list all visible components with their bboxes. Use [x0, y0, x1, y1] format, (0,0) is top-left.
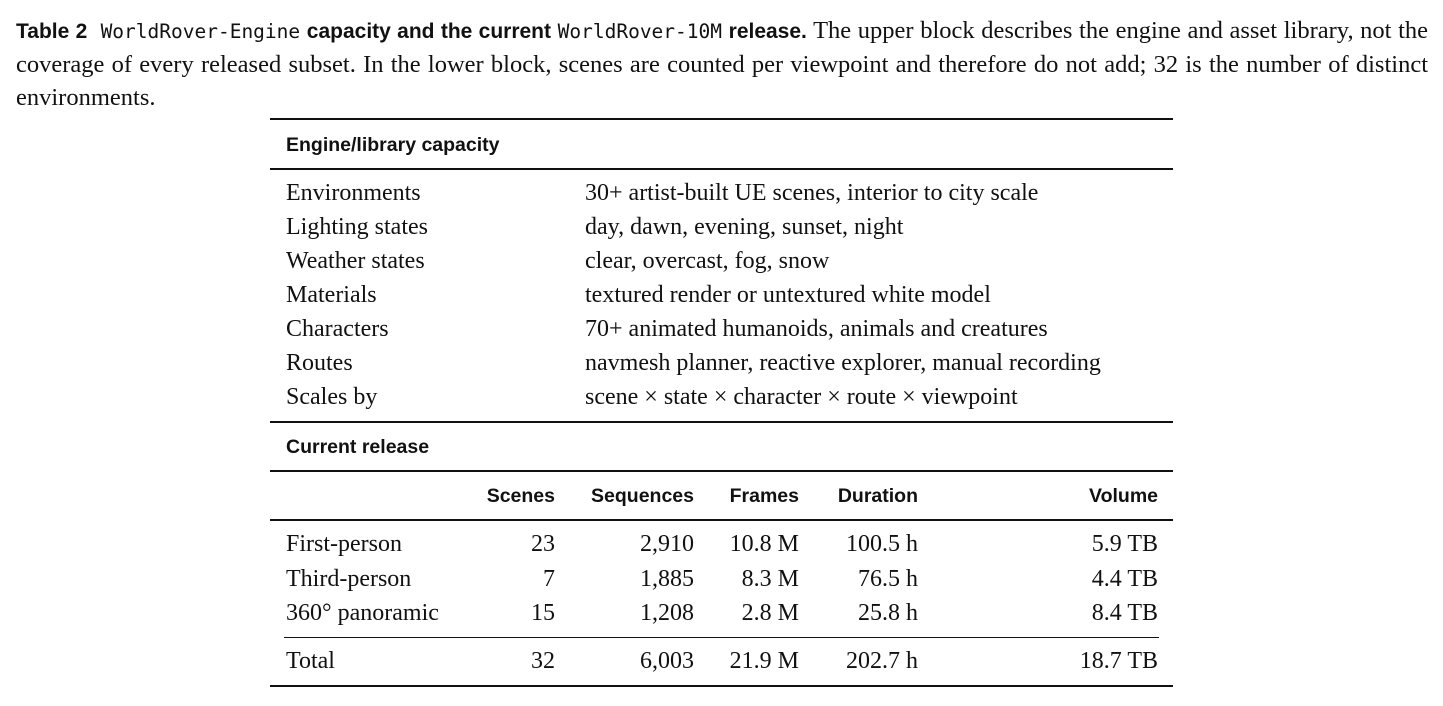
header-sequences: Sequences — [591, 485, 694, 507]
release-header-rule — [270, 519, 1173, 521]
total-scenes: 32 — [531, 648, 555, 674]
header-duration: Duration — [837, 485, 918, 507]
release-title-rule — [270, 470, 1173, 472]
header-scenes: Scenes — [486, 485, 555, 507]
total-volume: 18.7 TB — [1079, 648, 1158, 674]
cell-frames: 8.3 M — [741, 566, 799, 592]
cell-sequences: 1,208 — [640, 600, 694, 626]
capacity-row-label: Lighting states — [286, 214, 428, 240]
caption-body: The upper block describes the engine and asset library, not the coverage of every released subset. In the lower block, scenes are counted per viewpoint and therefore do not add; 32 is the number of distinct environments. — [16, 17, 1429, 111]
cell-scenes: 23 — [531, 531, 555, 557]
cell-scenes: 7 — [543, 566, 555, 592]
capacity-row-value: navmesh planner, reactive explorer, manual recording — [585, 350, 1101, 376]
capacity-row — [270, 214, 1173, 248]
header-frames: Frames — [729, 485, 799, 507]
total-row — [270, 648, 1173, 682]
cell-scenes: 15 — [531, 600, 555, 626]
cell-duration: 25.8 h — [858, 600, 918, 626]
capacity-row-label: Routes — [286, 350, 353, 376]
row-label: First-person — [286, 531, 402, 557]
capacity-row-label: Environments — [286, 180, 421, 206]
capacity-row-value: scene × state × character × route × viewpoint — [585, 384, 1018, 410]
cell-duration: 100.5 h — [846, 531, 918, 557]
table-caption — [16, 14, 1428, 114]
cell-duration: 76.5 h — [858, 566, 918, 592]
capacity-section-title: Engine/library capacity — [286, 134, 500, 156]
caption-release-name: WorldRover-10M — [557, 20, 723, 43]
capacity-rule — [270, 168, 1173, 170]
total-duration: 202.7 h — [846, 648, 918, 674]
cell-volume: 5.9 TB — [1091, 531, 1158, 557]
release-row — [270, 566, 1173, 600]
cell-sequences: 2,910 — [640, 531, 694, 557]
bottom-rule — [270, 685, 1173, 687]
caption-engine-name: WorldRover-Engine — [100, 20, 301, 43]
capacity-row-label: Weather states — [286, 248, 425, 274]
capacity-row-value: textured render or untextured white model — [585, 282, 991, 308]
release-row — [270, 600, 1173, 634]
release-row — [270, 531, 1173, 565]
top-rule — [270, 118, 1173, 120]
capacity-row-label: Scales by — [286, 384, 378, 410]
header-volume: Volume — [1089, 485, 1158, 507]
row-label: Third-person — [286, 566, 412, 592]
cell-volume: 8.4 TB — [1091, 600, 1158, 626]
capacity-row — [270, 384, 1173, 418]
capacity-row-value: clear, overcast, fog, snow — [585, 248, 830, 274]
cell-sequences: 1,885 — [640, 566, 694, 592]
total-sequences: 6,003 — [640, 648, 694, 674]
capacity-row-label: Materials — [286, 282, 377, 308]
caption-title-mid: capacity and the current — [306, 20, 552, 43]
release-top-rule — [270, 421, 1173, 423]
release-header-row — [270, 485, 1173, 515]
total-separator-rule — [284, 637, 1159, 638]
capacity-row-value: 70+ animated humanoids, animals and creatures — [585, 316, 1048, 342]
release-section-title: Current release — [286, 436, 430, 458]
capacity-row — [270, 180, 1173, 214]
cell-frames: 10.8 M — [729, 531, 799, 557]
caption-title-end: release. — [728, 20, 807, 43]
capacity-row-label: Characters — [286, 316, 389, 342]
capacity-row-value: day, dawn, evening, sunset, night — [585, 214, 904, 240]
capacity-row-value: 30+ artist-built UE scenes, interior to city scale — [585, 180, 1039, 206]
total-label: Total — [286, 648, 335, 674]
capacity-row — [270, 248, 1173, 282]
cell-volume: 4.4 TB — [1091, 566, 1158, 592]
capacity-row — [270, 316, 1173, 350]
caption-label: Table 2 — [16, 20, 88, 43]
total-frames: 21.9 M — [729, 648, 799, 674]
capacity-row — [270, 350, 1173, 384]
cell-frames: 2.8 M — [741, 600, 799, 626]
row-label: 360° panoramic — [286, 600, 439, 626]
capacity-row — [270, 282, 1173, 316]
